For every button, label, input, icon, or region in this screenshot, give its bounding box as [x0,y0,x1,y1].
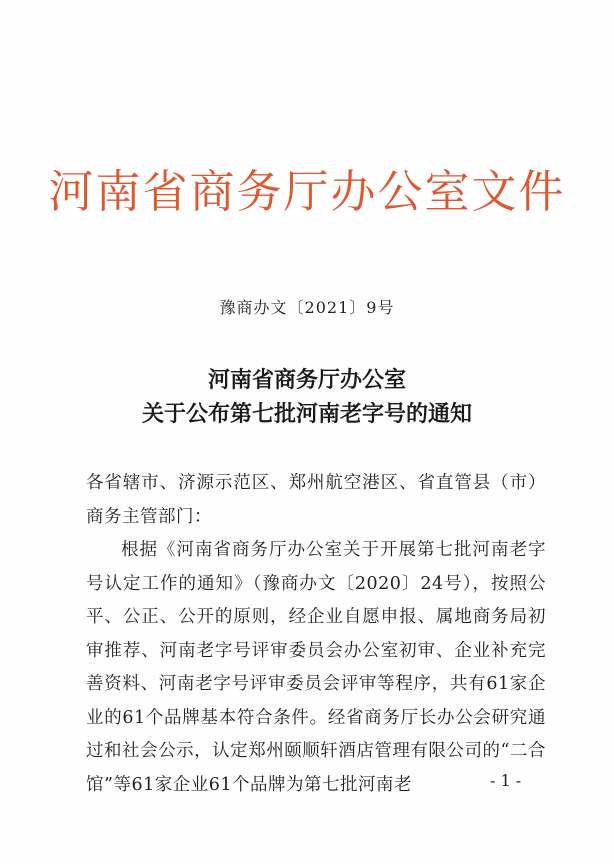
document-number: 豫商办文〔2021〕9号 [219,298,395,317]
page-number: - 1 - [490,771,522,790]
notice-title-line-2: 关于公布第七批河南老字号的通知 [141,401,472,427]
addressee: 各省辖市、济源示范区、郑州航空港区、省直管县（市）商务主管部门： [86,473,546,527]
notice-title-line-1: 河南省商务厅办公室 [207,367,406,393]
notice-title [0,363,614,431]
issuer-header: 河南省商务厅办公室文件 [48,165,566,218]
document-body [86,467,546,802]
body-paragraph: 根据《河南省商务厅办公室关于开展第七批河南老字号认定工作的通知》（豫商办文〔2020〕24号），按照公平、公正、公开的原则，经企业自愿申报、属地商务局初审推荐、河南老字号评审委员会办公室初审、企业补充完善资料、河南老字号评审委员会评审等程序，共有61家企业的61个品牌基本符合条件。经省商务厅长办公会研究通过和社会公示，认定郑州颐顺轩酒店管理有限公司的“二合馆”等61家企业61个品牌为第七批河南老 [86,540,546,795]
